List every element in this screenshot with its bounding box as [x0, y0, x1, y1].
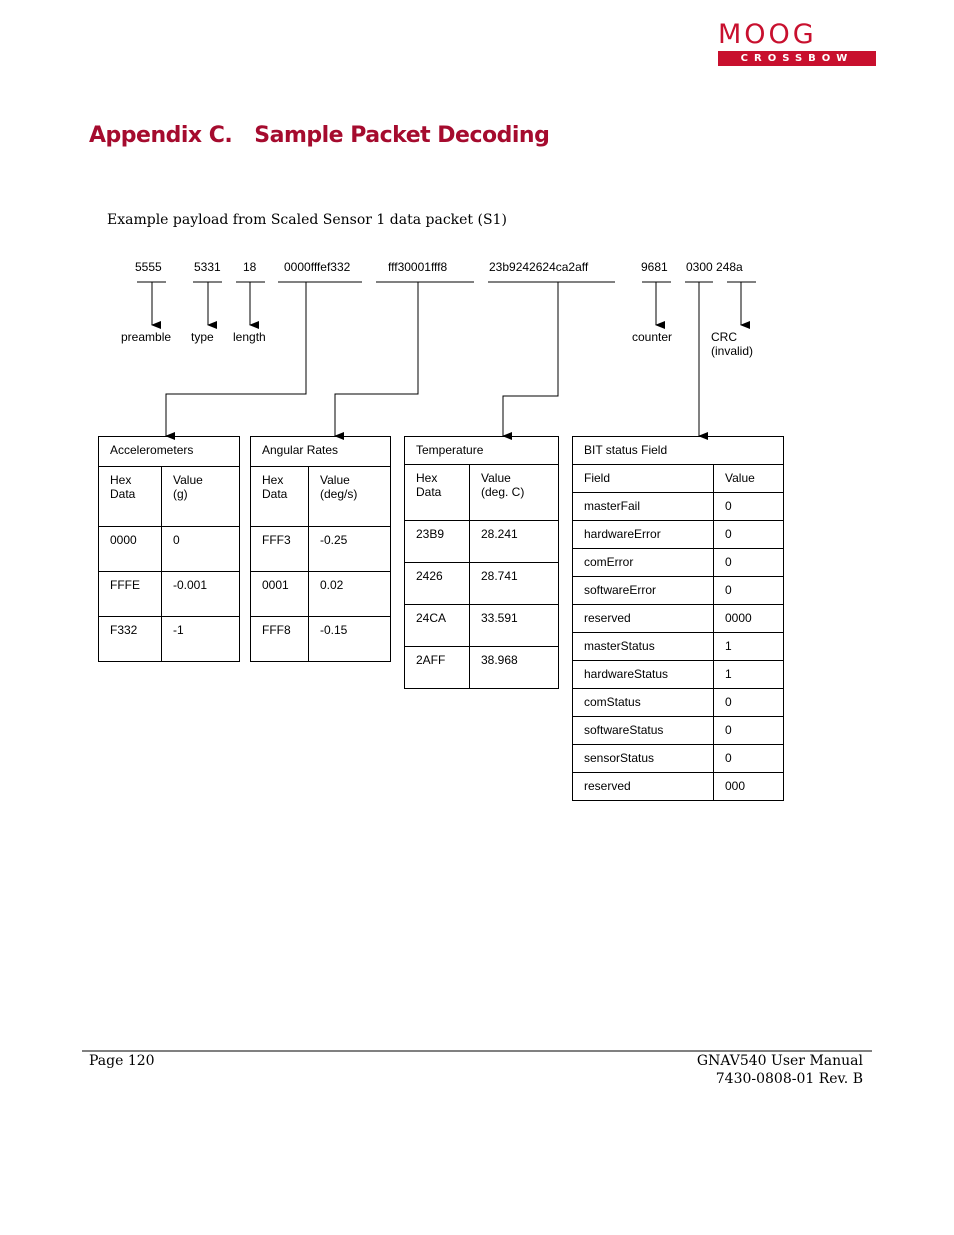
- table-cell-hex: 0000: [99, 527, 162, 572]
- label-counter: counter: [632, 330, 673, 344]
- figure-caption: Example payload from Scaled Sensor 1 data packet (S1): [107, 212, 507, 228]
- table-cell-value: -0.15: [309, 617, 391, 662]
- table-title: BIT status Field: [573, 437, 784, 465]
- packet-type-hex: 5331: [194, 260, 221, 274]
- table-cell-value: -0.25: [309, 527, 391, 572]
- table-cell-value: 0: [714, 521, 784, 549]
- table-cell-value: -1: [162, 617, 240, 662]
- label-crc-note: (invalid): [711, 344, 754, 358]
- label-length: length: [233, 330, 266, 344]
- table-title: Angular Rates: [251, 437, 391, 467]
- table-cell-value: 1: [714, 633, 784, 661]
- table-cell-value: 0000: [714, 605, 784, 633]
- column-header-value: Value (deg. C): [470, 465, 559, 521]
- table-title: Temperature: [405, 437, 559, 465]
- table-cell-value: 0: [162, 527, 240, 572]
- table-cell-value: 0: [714, 493, 784, 521]
- table-cell-field: softwareStatus: [573, 717, 714, 745]
- logo-crossbow-text: CROSSBOW: [718, 51, 876, 66]
- label-type: type: [191, 330, 214, 344]
- table-cell-value: 0.02: [309, 572, 391, 617]
- table-cell-field: reserved: [573, 773, 714, 801]
- footer-page-number: Page 120: [89, 1053, 155, 1069]
- packet-preamble-hex: 5555: [135, 260, 162, 274]
- column-header-value: Value (deg/s): [309, 467, 391, 527]
- table-cell-field: comStatus: [573, 689, 714, 717]
- table-cell-hex: FFF8: [251, 617, 309, 662]
- packet-tail-hex: 0300 248a: [686, 260, 743, 274]
- table-cell-hex: FFFE: [99, 572, 162, 617]
- table-cell-value: 1: [714, 661, 784, 689]
- accel-connector: [166, 282, 306, 436]
- table-cell-hex: 2AFF: [405, 647, 470, 689]
- rate-connector: [335, 282, 418, 436]
- column-header-field: Field: [573, 465, 714, 493]
- table-cell-field: sensorStatus: [573, 745, 714, 773]
- table-cell-value: 0: [714, 577, 784, 605]
- table-cell-value: 28.741: [470, 563, 559, 605]
- footer-doc-number: 7430-0808-01 Rev. B: [715, 1071, 863, 1087]
- logo-moog-text: MOOG: [718, 19, 817, 50]
- table-cell-field: masterFail: [573, 493, 714, 521]
- table-cell-value: 0: [714, 549, 784, 577]
- angular-rates-table: [250, 436, 391, 662]
- table-cell-hex: F332: [99, 617, 162, 662]
- table-cell-field: softwareError: [573, 577, 714, 605]
- table-cell-hex: 23B9: [405, 521, 470, 563]
- table-cell-value: 0: [714, 745, 784, 773]
- table-cell-hex: 24CA: [405, 605, 470, 647]
- table-cell-field: masterStatus: [573, 633, 714, 661]
- footer-manual-title: GNAV540 User Manual: [696, 1053, 863, 1069]
- table-cell-hex: 0001: [251, 572, 309, 617]
- table-cell-value: 33.591: [470, 605, 559, 647]
- table-title: Accelerometers: [99, 437, 240, 467]
- table-cell-hex: FFF3: [251, 527, 309, 572]
- packet-counter-hex: 9681: [641, 260, 668, 274]
- table-cell-hex: 2426: [405, 563, 470, 605]
- table-cell-value: 0: [714, 717, 784, 745]
- column-header-hex: Hex Data: [251, 467, 309, 527]
- packet-temp-hex: 23b9242624ca2aff: [489, 260, 589, 274]
- table-cell-value: -0.001: [162, 572, 240, 617]
- packet-rate-hex: fff30001fff8: [388, 260, 448, 274]
- appendix-title: Sample Packet Decoding: [254, 123, 550, 148]
- table-cell-value: 0: [714, 689, 784, 717]
- temp-connector: [503, 282, 558, 436]
- accelerometers-table: [98, 436, 240, 662]
- packet-accel-hex: 0000fffef332: [284, 260, 351, 274]
- column-header-hex: Hex Data: [99, 467, 162, 527]
- column-header-value: Value: [714, 465, 784, 493]
- table-cell-field: comError: [573, 549, 714, 577]
- table-cell-field: hardwareStatus: [573, 661, 714, 689]
- label-preamble: preamble: [121, 330, 172, 344]
- table-cell-field: reserved: [573, 605, 714, 633]
- temperature-table: [404, 436, 559, 689]
- table-cell-value: 000: [714, 773, 784, 801]
- table-cell-value: 28.241: [470, 521, 559, 563]
- label-crc: CRC: [711, 330, 737, 344]
- column-header-hex: Hex Data: [405, 465, 470, 521]
- column-header-value: Value (g): [162, 467, 240, 527]
- packet-length-hex: 18: [243, 260, 257, 274]
- bit-status-table: [572, 436, 784, 801]
- table-cell-field: hardwareError: [573, 521, 714, 549]
- appendix-label: Appendix C.: [89, 123, 233, 148]
- table-cell-value: 38.968: [470, 647, 559, 689]
